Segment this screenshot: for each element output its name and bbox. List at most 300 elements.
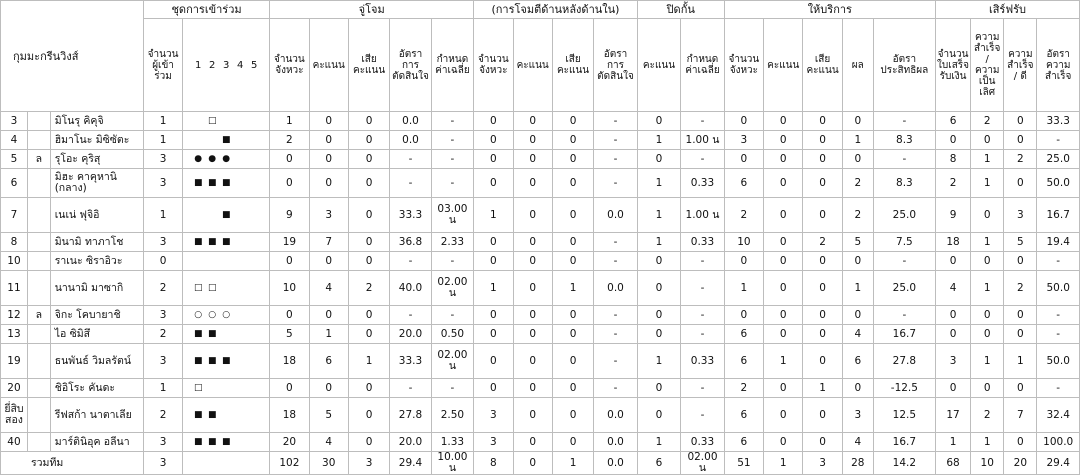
player-position	[27, 169, 50, 198]
cell: 27.8	[873, 344, 935, 379]
cell: -	[681, 112, 724, 131]
cell: -	[594, 325, 638, 344]
table-row	[1, 150, 1080, 169]
cell: 0	[513, 233, 552, 252]
col-header: จำนวนจังหวะ	[474, 19, 513, 112]
session-marks	[183, 398, 270, 433]
cell: 33.3	[1037, 112, 1080, 131]
participants-count: 3	[143, 150, 182, 169]
col-header: เสียคะแนน	[348, 19, 389, 112]
cell: 0	[270, 252, 309, 271]
cell: 0	[724, 112, 763, 131]
cell: 19.4	[1037, 233, 1080, 252]
cell: -	[873, 252, 935, 271]
cell: -	[431, 379, 473, 398]
session-marks	[183, 379, 270, 398]
cell: 14.2	[873, 452, 935, 475]
cell: 1	[971, 169, 1004, 198]
cell: 6	[724, 398, 763, 433]
cell: 16.7	[1037, 198, 1080, 233]
session-marks	[183, 271, 270, 306]
cell: 0	[552, 198, 593, 233]
player-name: ฮิมาโนะ มิซิซัตะ	[50, 131, 143, 150]
cell: 7	[309, 233, 348, 252]
col-header: คะแนน	[637, 19, 680, 112]
cell: 3	[309, 198, 348, 233]
participants-count: 2	[143, 271, 182, 306]
attack-header: จู่โจม	[270, 1, 474, 19]
cell: 2	[971, 398, 1004, 433]
cell: 1	[348, 344, 389, 379]
cell: 0	[637, 398, 680, 433]
participants-count: 3	[143, 344, 182, 379]
cell: 0	[637, 112, 680, 131]
session-num: 1	[195, 59, 202, 71]
cell: 4	[935, 271, 970, 306]
cell: 1	[637, 198, 680, 233]
cell: 68	[935, 452, 970, 475]
player-name: มิฮะ คาคุหานิ (กลาง)	[50, 169, 143, 198]
player-number: 40	[1, 433, 28, 452]
cell: -	[681, 252, 724, 271]
player-position	[27, 325, 50, 344]
cell: 02.00 น	[431, 271, 473, 306]
cell: 0	[474, 112, 513, 131]
cell: 1	[552, 452, 593, 475]
cell: 0	[1004, 112, 1037, 131]
cell: 1	[971, 233, 1004, 252]
cell: 0	[348, 306, 389, 325]
cell: 0.33	[681, 233, 724, 252]
session-mark: □	[207, 282, 217, 293]
player-rows	[1, 112, 1080, 452]
cell: -	[873, 306, 935, 325]
cell: 0	[474, 325, 513, 344]
session-mark: ■	[221, 236, 231, 247]
team-name-header: กุมมะกรีนวิงส์	[1, 1, 144, 112]
col-header: จำนวนจังหวะ	[724, 19, 763, 112]
session-mark: ○	[222, 309, 231, 320]
cell: 0	[513, 112, 552, 131]
cell: -	[873, 112, 935, 131]
session-mark: ■	[193, 328, 203, 339]
cell: -	[594, 233, 638, 252]
cell: 0	[842, 112, 873, 131]
cell: 0	[348, 252, 389, 271]
cell: 0.50	[431, 325, 473, 344]
player-name: มินามิ ทาภาโช	[50, 233, 143, 252]
cell: 0.33	[681, 433, 724, 452]
cell: 1	[803, 379, 842, 398]
cell: 0	[637, 379, 680, 398]
cell: 4	[842, 433, 873, 452]
cell: 0	[1004, 433, 1037, 452]
cell: -	[390, 150, 431, 169]
total-sessions	[183, 452, 270, 475]
cell: 0	[935, 379, 970, 398]
session-marks	[183, 344, 270, 379]
player-number: 6	[1, 169, 28, 198]
cell: 0	[309, 169, 348, 198]
cell: 0	[764, 112, 803, 131]
cell: 1	[637, 233, 680, 252]
cell: 0	[803, 112, 842, 131]
cell: 7.5	[873, 233, 935, 252]
table-row	[1, 271, 1080, 306]
cell: 0	[803, 344, 842, 379]
cell: 16.7	[873, 433, 935, 452]
cell: 0	[309, 112, 348, 131]
player-name: ไอ ซิมิสึ	[50, 325, 143, 344]
cell: 0	[764, 306, 803, 325]
cell: 0	[513, 433, 552, 452]
cell: 0	[971, 131, 1004, 150]
cell: 0.33	[681, 169, 724, 198]
col-header: อัตราการตัดสินใจ	[594, 19, 638, 112]
cell: 20.0	[390, 325, 431, 344]
participants-count: 1	[143, 112, 182, 131]
cell: 102	[270, 452, 309, 475]
cell: 4	[842, 325, 873, 344]
cell: 1	[474, 198, 513, 233]
cell: 0	[309, 252, 348, 271]
player-position: ล	[27, 150, 50, 169]
cell: 0	[724, 306, 763, 325]
cell: 2	[935, 169, 970, 198]
block-header: ปิดกั้น	[637, 1, 724, 19]
player-number: 12	[1, 306, 28, 325]
cell: 0	[552, 344, 593, 379]
participants-count: 3	[143, 233, 182, 252]
col-header: เสียคะแนน	[803, 19, 842, 112]
cell: 0.33	[681, 344, 724, 379]
col-header: จำนวนจังหวะ	[270, 19, 309, 112]
participants-count: 3	[143, 433, 182, 452]
col-header: คะแนน	[764, 19, 803, 112]
cell: 1	[971, 271, 1004, 306]
cell: 5	[270, 325, 309, 344]
player-position	[27, 271, 50, 306]
player-number: 7	[1, 198, 28, 233]
player-name: นานามิ มาซากิ	[50, 271, 143, 306]
session-mark: ■	[207, 355, 217, 366]
cell: 0	[842, 379, 873, 398]
player-name: ราเนะ ซิราอิวะ	[50, 252, 143, 271]
cell: 2	[1004, 150, 1037, 169]
cell: 6	[842, 344, 873, 379]
table-row	[1, 398, 1080, 433]
cell: 0	[764, 233, 803, 252]
cell: 0	[971, 306, 1004, 325]
cell: 0	[474, 379, 513, 398]
cell: -	[594, 131, 638, 150]
player-position: ล	[27, 306, 50, 325]
cell: 0	[637, 252, 680, 271]
player-name: รุโอะ คุริสุ	[50, 150, 143, 169]
cell: 1	[474, 271, 513, 306]
cell: 1	[637, 433, 680, 452]
cell: 0	[637, 325, 680, 344]
player-position	[27, 379, 50, 398]
cell: 29.4	[1037, 452, 1080, 475]
cell: 0	[935, 325, 970, 344]
cell: 0	[1004, 379, 1037, 398]
cell: 0	[309, 131, 348, 150]
session-mark: ●	[194, 153, 203, 164]
cell: 0	[724, 252, 763, 271]
session-mark: ■	[207, 409, 217, 420]
cell: 36.8	[390, 233, 431, 252]
player-number: 4	[1, 131, 28, 150]
cell: 50.0	[1037, 169, 1080, 198]
session-marks	[183, 306, 270, 325]
table-row	[1, 198, 1080, 233]
cell: 0	[971, 198, 1004, 233]
player-number: 5	[1, 150, 28, 169]
cell: 10	[971, 452, 1004, 475]
col-header: คะแนน	[309, 19, 348, 112]
col-header: จำนวนใบเสร็จรับเงิน	[935, 19, 970, 112]
session-num: 2	[209, 59, 216, 71]
cell: -	[1037, 131, 1080, 150]
session-marks	[183, 198, 270, 233]
cell: 0	[1004, 325, 1037, 344]
cell: 20	[270, 433, 309, 452]
cell: 0	[764, 379, 803, 398]
session-mark: ■	[207, 177, 217, 188]
player-position	[27, 233, 50, 252]
session-mark: □	[193, 382, 203, 393]
cell: 1	[637, 131, 680, 150]
session-mark: ■	[207, 436, 217, 447]
cell: -	[390, 306, 431, 325]
cell: 10	[724, 233, 763, 252]
cell: 3	[935, 344, 970, 379]
cell: 19	[270, 233, 309, 252]
cell: 02.00 น	[681, 452, 724, 475]
cell: 0.0	[594, 433, 638, 452]
cell: 0	[764, 131, 803, 150]
cell: 0	[513, 198, 552, 233]
cell: 0	[637, 306, 680, 325]
cell: 2.50	[431, 398, 473, 433]
cell: 20	[1004, 452, 1037, 475]
cell: 0	[764, 398, 803, 433]
table-row	[1, 379, 1080, 398]
cell: -	[1037, 379, 1080, 398]
cell: 0	[842, 306, 873, 325]
cell: 0	[474, 169, 513, 198]
cell: 0	[513, 150, 552, 169]
table-row	[1, 112, 1080, 131]
cell: 8.3	[873, 131, 935, 150]
cell: 0	[764, 252, 803, 271]
cell: 25.0	[873, 271, 935, 306]
session-mark: ○	[208, 309, 217, 320]
cell: 0	[552, 233, 593, 252]
cell: 0	[935, 252, 970, 271]
session-mark: ■	[221, 355, 231, 366]
cell: 7	[1004, 398, 1037, 433]
cell: 0	[552, 252, 593, 271]
session-mark: ■	[221, 436, 231, 447]
cell: 1	[637, 344, 680, 379]
cell: -	[681, 306, 724, 325]
cell: 0	[309, 379, 348, 398]
cell: 40.0	[390, 271, 431, 306]
cell: 2.33	[431, 233, 473, 252]
cell: 50.0	[1037, 344, 1080, 379]
cell: 9	[935, 198, 970, 233]
cell: 3	[724, 131, 763, 150]
cell: 0	[348, 325, 389, 344]
player-name: จิกะ โคบายาชิ	[50, 306, 143, 325]
cell: 30	[309, 452, 348, 475]
cell: 25.0	[873, 198, 935, 233]
cell: -	[681, 325, 724, 344]
cell: -	[594, 169, 638, 198]
cell: 1	[971, 150, 1004, 169]
cell: 1	[270, 112, 309, 131]
cell: 0	[474, 150, 513, 169]
session-mark: ■	[193, 236, 203, 247]
table-row	[1, 325, 1080, 344]
cell: 0	[348, 198, 389, 233]
serve-header: ให้บริการ	[724, 1, 935, 19]
cell: 0.0	[594, 452, 638, 475]
cell: 2	[348, 271, 389, 306]
cell: 29.4	[390, 452, 431, 475]
cell: -	[1037, 306, 1080, 325]
session-marks	[183, 433, 270, 452]
cell: 0	[348, 112, 389, 131]
session-mark: ■	[193, 355, 203, 366]
cell: 5	[1004, 233, 1037, 252]
cell: 0	[1004, 131, 1037, 150]
cell: 1	[764, 344, 803, 379]
player-name: มาร์ตินิอุค อลีนา	[50, 433, 143, 452]
cell: 100.0	[1037, 433, 1080, 452]
cell: 3	[842, 398, 873, 433]
session-marks	[183, 150, 270, 169]
session-num: 3	[223, 59, 230, 71]
cell: -	[594, 252, 638, 271]
cell: 0.0	[594, 198, 638, 233]
participants-count: 2	[143, 398, 182, 433]
player-name: มิโนรุ คิคุจิ	[50, 112, 143, 131]
cell: 2	[842, 169, 873, 198]
participants-count: 2	[143, 325, 182, 344]
cell: 1	[842, 131, 873, 150]
cell: 2	[1004, 271, 1037, 306]
cell: 0	[270, 169, 309, 198]
cell: 6	[724, 169, 763, 198]
session-numbers-header	[183, 19, 270, 112]
cell: 0	[803, 252, 842, 271]
session-mark: ■	[221, 209, 231, 220]
backattack-header: (การโจมตีด้านหลังด้านใน)	[474, 1, 638, 19]
cell: 0	[764, 150, 803, 169]
cell: 0	[348, 131, 389, 150]
player-number: 19	[1, 344, 28, 379]
player-position	[27, 344, 50, 379]
cell: 4	[309, 271, 348, 306]
cell: 2	[270, 131, 309, 150]
cell: 0	[803, 150, 842, 169]
cell: 1.00 น	[681, 198, 724, 233]
player-position	[27, 198, 50, 233]
sessions-header: ชุดการเข้าร่วม	[143, 1, 269, 19]
cell: 3	[1004, 198, 1037, 233]
cell: 2	[803, 233, 842, 252]
cell: 28	[842, 452, 873, 475]
cell: -	[431, 252, 473, 271]
player-number: 20	[1, 379, 28, 398]
participants-count: 3	[143, 306, 182, 325]
player-position	[27, 398, 50, 433]
cell: 0	[552, 398, 593, 433]
cell: 0	[637, 271, 680, 306]
cell: 17	[935, 398, 970, 433]
cell: -	[1037, 252, 1080, 271]
player-number: 3	[1, 112, 28, 131]
cell: 0	[348, 233, 389, 252]
session-marks	[183, 325, 270, 344]
session-num: 4	[237, 59, 244, 71]
cell: 0	[552, 325, 593, 344]
session-mark: □	[193, 282, 203, 293]
cell: 0	[1004, 306, 1037, 325]
col-header: กำหนดค่าเฉลี่ย	[681, 19, 724, 112]
table-row	[1, 169, 1080, 198]
cell: 27.8	[390, 398, 431, 433]
table-row	[1, 344, 1080, 379]
cell: -	[594, 150, 638, 169]
cell: -	[431, 150, 473, 169]
cell: 6	[724, 325, 763, 344]
cell: 5	[309, 398, 348, 433]
cell: -	[390, 379, 431, 398]
cell: -	[681, 398, 724, 433]
cell: 0	[270, 379, 309, 398]
cell: 5	[842, 233, 873, 252]
team-total-row	[1, 452, 1080, 475]
player-name: เนเน่ ฟุจิอิ	[50, 198, 143, 233]
player-position	[27, 112, 50, 131]
cell: 0	[803, 306, 842, 325]
cell: 0.0	[594, 398, 638, 433]
col-header: กำหนดค่าเฉลี่ย	[431, 19, 473, 112]
cell: -	[681, 271, 724, 306]
col-header: อัตราการตัดสินใจ	[390, 19, 431, 112]
cell: 0	[513, 169, 552, 198]
cell: 1	[637, 169, 680, 198]
cell: 3	[803, 452, 842, 475]
cell: 0	[764, 271, 803, 306]
player-position	[27, 131, 50, 150]
session-mark: ●	[208, 153, 217, 164]
cell: 6	[724, 344, 763, 379]
cell: 0	[552, 150, 593, 169]
table-row	[1, 233, 1080, 252]
cell: 1	[552, 271, 593, 306]
cell: 18	[270, 398, 309, 433]
cell: 0	[552, 433, 593, 452]
session-mark: ■	[193, 436, 203, 447]
cell: 0	[474, 233, 513, 252]
cell: 0	[803, 131, 842, 150]
table-row	[1, 306, 1080, 325]
